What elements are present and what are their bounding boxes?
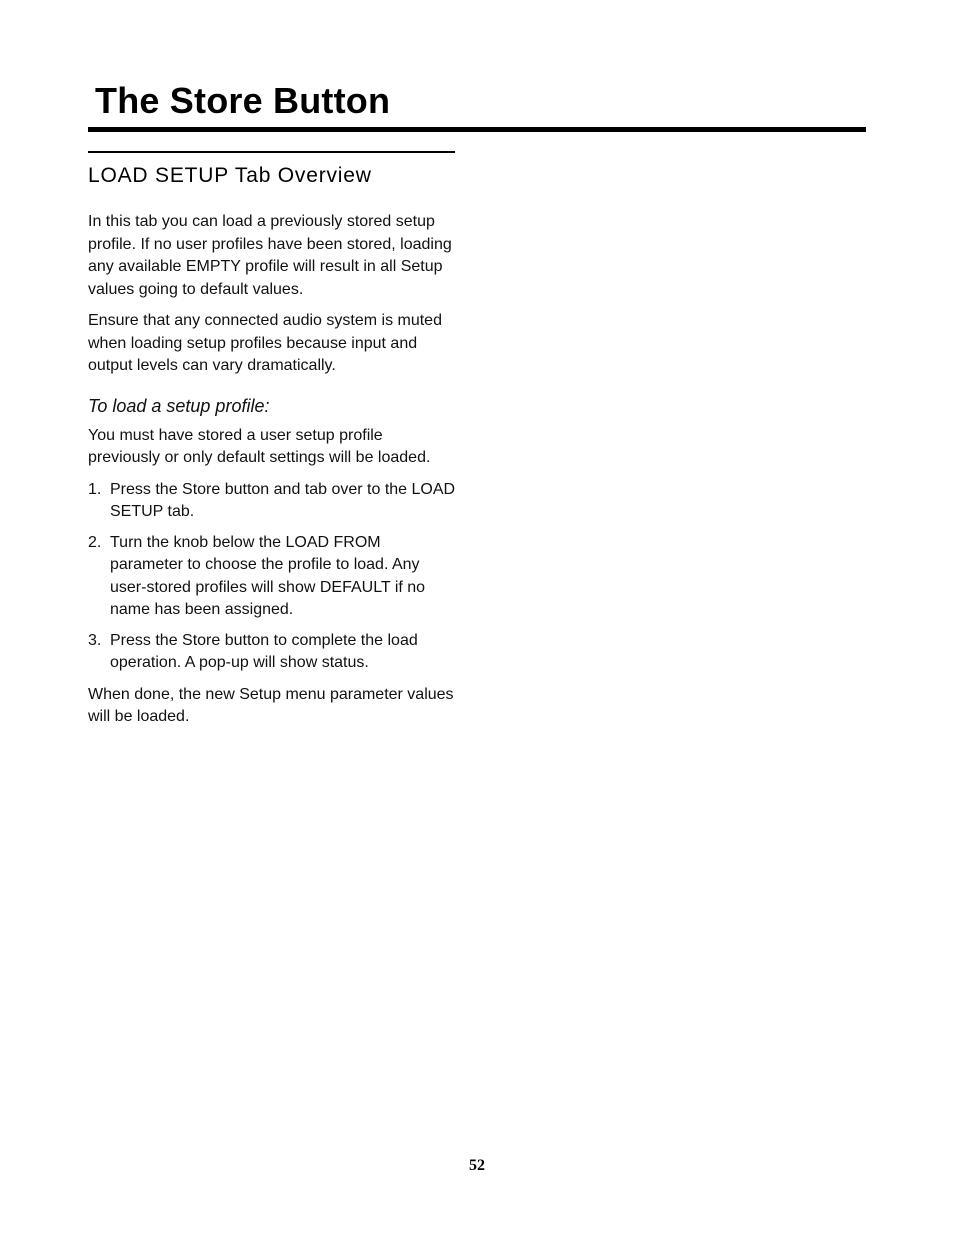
step-number: 3. [88, 631, 102, 649]
procedure-steps [88, 479, 456, 675]
page-title: The Store Button [95, 80, 391, 121]
page-number: 52 [469, 1157, 485, 1174]
body-paragraph: Ensure that any connected audio system is muted when loading setup profiles because input and output levels can vary dramatically. [88, 312, 442, 374]
step-text: Press the Store button and tab over to the LOAD SETUP tab. [110, 480, 456, 520]
procedure-step [88, 532, 456, 622]
step-text: Press the Store button to complete the load operation. A pop-up will show status. [110, 631, 418, 671]
section-body [88, 211, 456, 738]
procedure-step [88, 630, 456, 675]
procedure-outro: When done, the new Setup menu parameter values will be loaded. [88, 685, 454, 725]
procedure-intro: You must have stored a user setup profile previously or only default settings will be loaded. [88, 426, 431, 466]
procedure-step [88, 479, 456, 524]
section-heading: LOAD SETUP Tab Overview [88, 164, 372, 187]
procedure-heading: To load a setup profile: [88, 395, 270, 416]
step-number: 1. [88, 480, 102, 498]
step-number: 2. [88, 533, 102, 551]
section-rule [88, 151, 455, 153]
step-text: Turn the knob below the LOAD FROM parameter to choose the profile to load. Any user-stored profiles will show DEFAULT if no name has been assigned. [110, 533, 426, 618]
title-rule [88, 127, 866, 132]
body-paragraph: In this tab you can load a previously stored setup profile. If no user profiles have been stored, loading any available EMPTY profile will result in all Setup values going to default values. [88, 213, 452, 298]
